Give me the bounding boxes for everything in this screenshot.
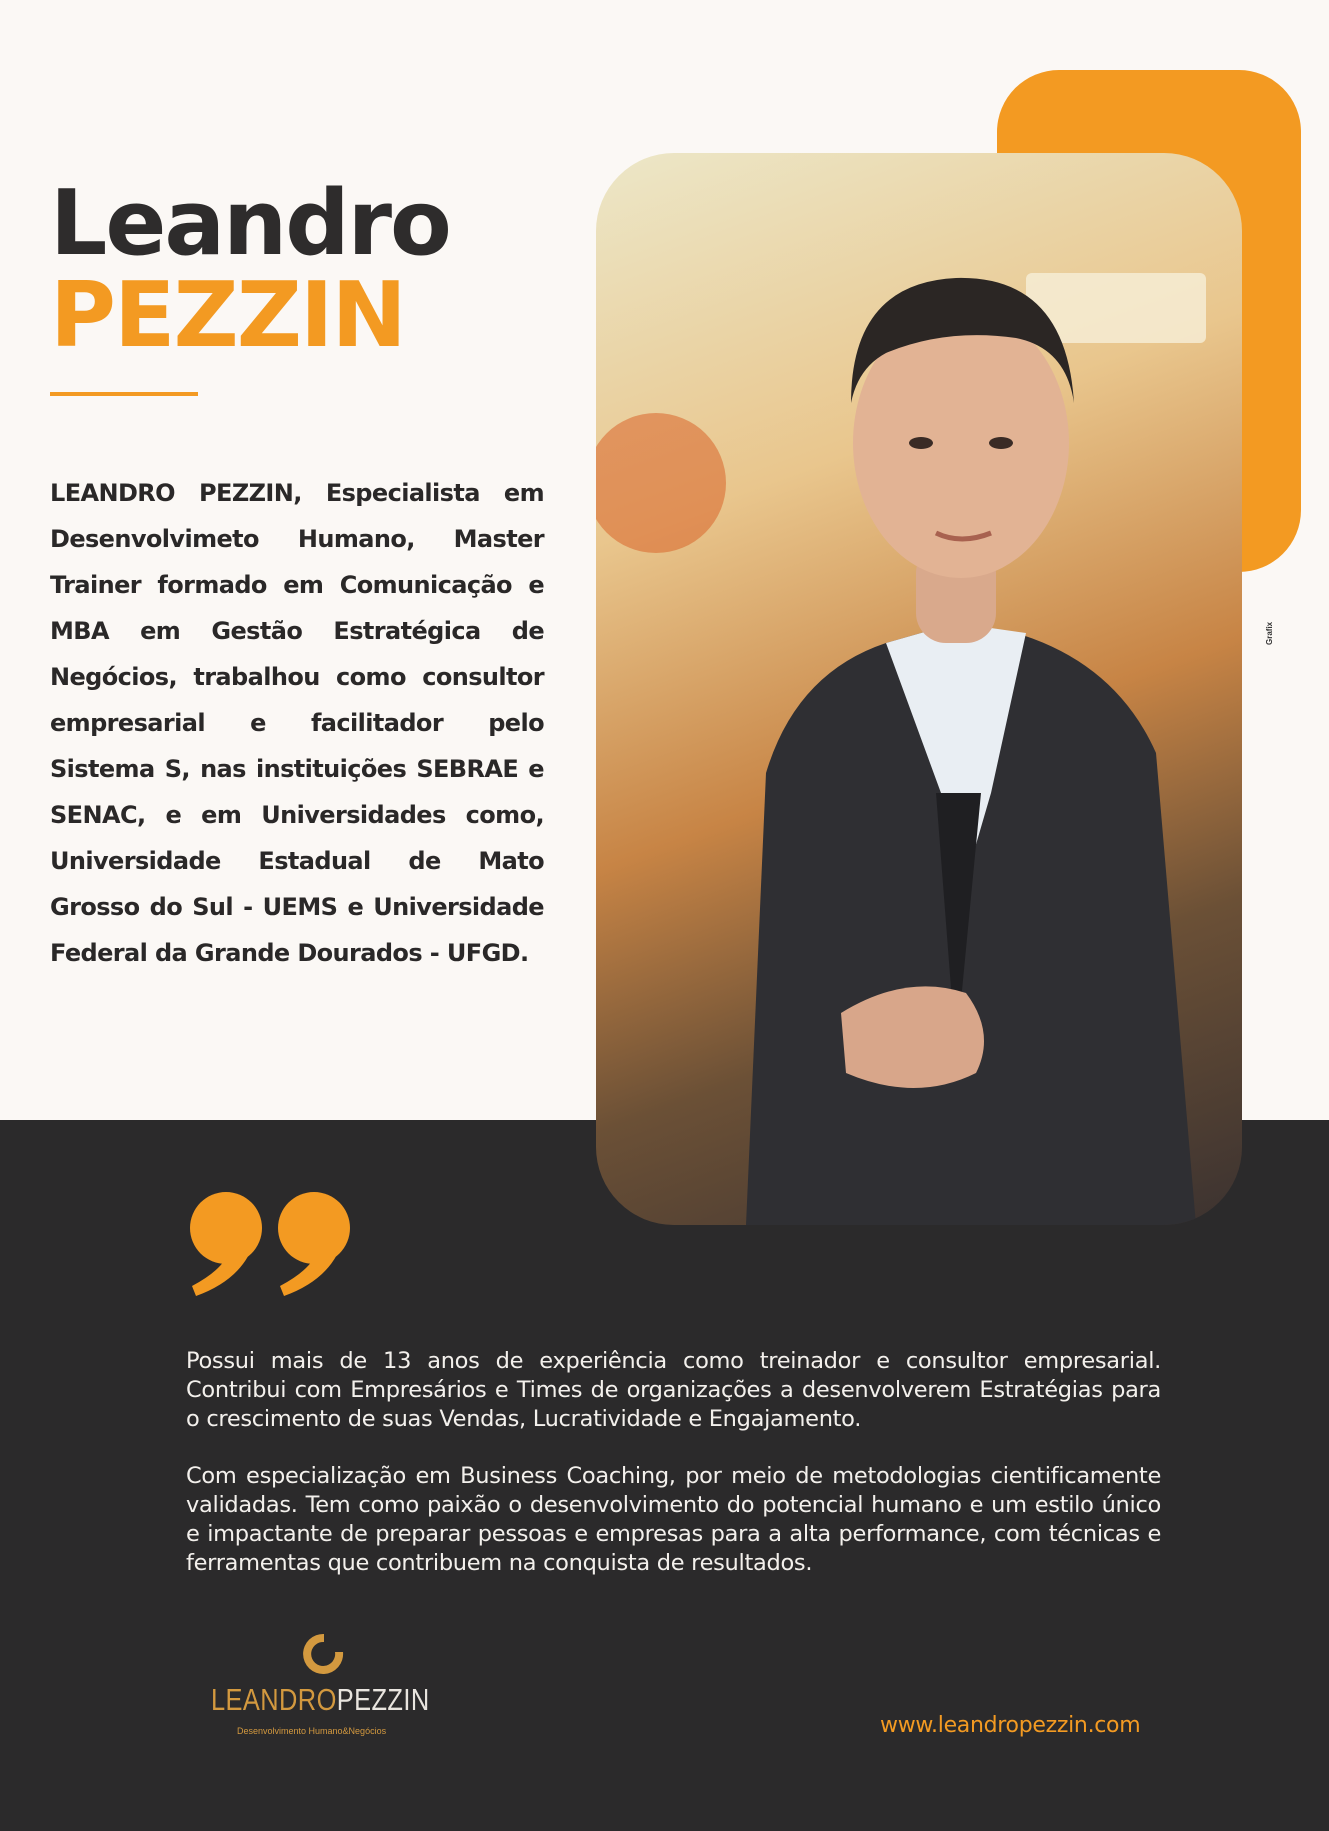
quote-paragraph-1: Possui mais de 13 anos de experiência como treinador e consultor empresarial. Contribui com Empresários e Times de organizações a desenvolverem Estratégias para o crescimento de suas Vendas, Lucratividade e Engajamento. (186, 1348, 1161, 1432)
portrait-photo (596, 153, 1242, 1225)
side-credit: Grafix (1265, 621, 1274, 645)
website-link[interactable]: www.leandropezzin.com (880, 1713, 1141, 1738)
logo-name-part-2: PEZZIN (336, 1682, 430, 1717)
title-last-name: PEZZIN (50, 263, 405, 368)
portrait-illustration (596, 153, 1242, 1225)
logo-mark-icon (301, 1630, 347, 1680)
title-underline (50, 392, 198, 396)
quote-icon (186, 1188, 356, 1300)
logo-wordmark (211, 1682, 430, 1718)
logo-name-part-1: LEANDRO (211, 1682, 337, 1717)
quote-paragraph-2: Com especialização em Business Coaching, por meio de metodologias cientificamente validadas. Tem como paixão o desenvolvimento do potencial humano e um estilo único e impactante de preparar pessoas e empresas para a alta performance, com técnicas e ferramentas que contribuem na conquista de resultados. (186, 1463, 1161, 1576)
logo-tagline: Desenvolvimento Humano&Negócios (237, 1726, 387, 1736)
brand-logo (205, 1630, 430, 1740)
title-first-name: Leandro (50, 171, 450, 276)
bio-paragraph: LEANDRO PEZZIN, Especialista em Desenvolvimeto Humano, Master Trainer formado em Comunicação e MBA em Gestão Estratégica de Negócios, trabalhou como consultor empresarial e facilitador pelo Sistema S, nas instituições SEBRAE e SENAC, e em Universidades como, Universidade Estadual de Mato Grosso do Sul - UEMS e Universidade Federal da Grande Dourados - UFGD. (50, 479, 544, 967)
page-title (50, 171, 450, 368)
